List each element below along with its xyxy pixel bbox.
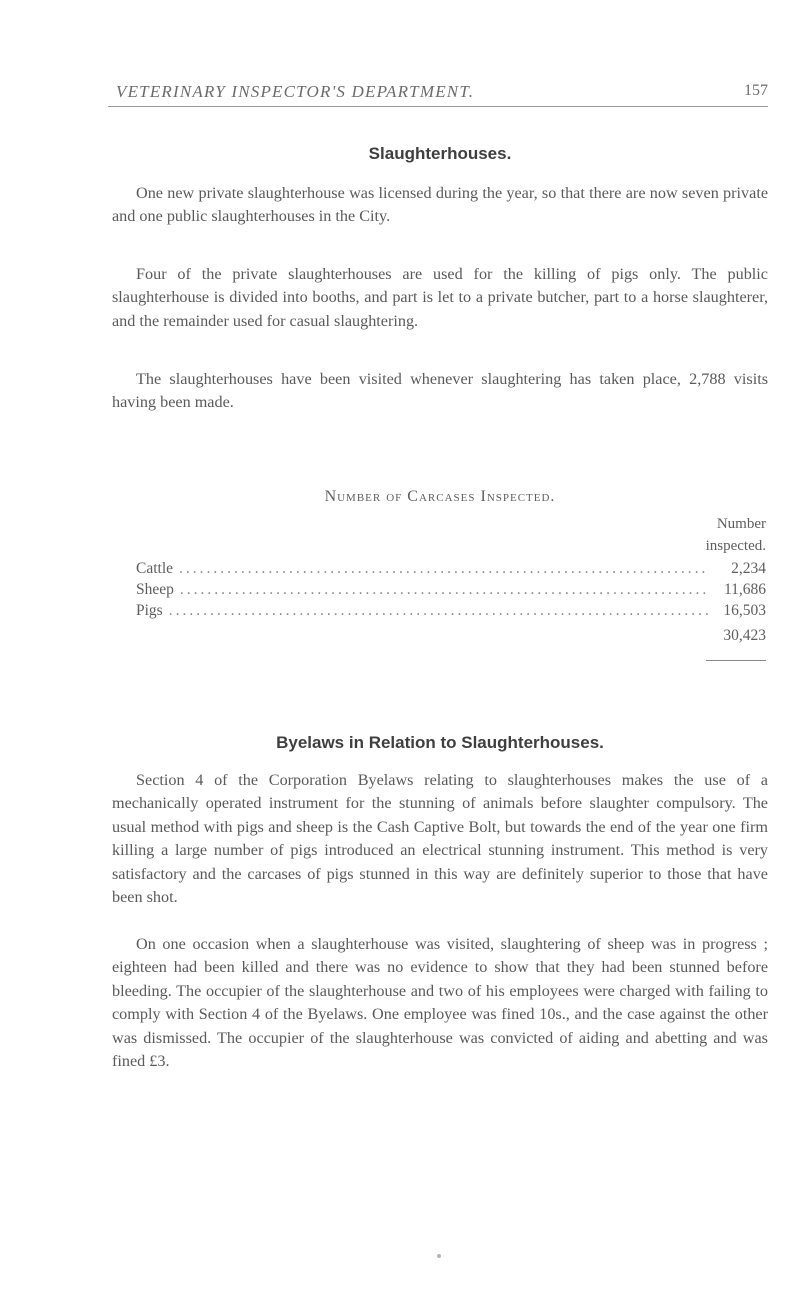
table-row — [136, 560, 766, 582]
paragraph-visits: The slaughterhouses have been visited whenever slaughtering has taken place, 2,788 visits having been made. — [112, 370, 768, 412]
paragraph-licensing: One new private slaughterhouse was licensed during the year, so that there are now seven private and one public slaughterhouses in the City. — [112, 184, 768, 226]
table-title: Number of Carcases Inspected. — [324, 488, 556, 505]
column-header-inspected: inspected. — [705, 538, 766, 554]
total-rule — [706, 660, 766, 661]
table-row — [136, 602, 766, 624]
dot-leader — [180, 581, 708, 599]
row-value: 2,234 — [731, 560, 766, 577]
page-number: 157 — [744, 82, 768, 99]
row-label: Cattle — [136, 560, 174, 577]
table-total: 30,423 — [723, 627, 766, 644]
running-title: VETERINARY INSPECTOR'S DEPARTMENT. — [116, 82, 475, 101]
dot-leader — [179, 560, 708, 578]
dot-leader — [169, 602, 708, 620]
paragraph-section-4: Section 4 of the Corporation Byelaws relating to slaughterhouses makes the use of a mechanically operated instrument for the stunning of animals before slaughter compulsory. The usual method with pigs and sheep is the Cash Captive Bolt, but towards the end of the year one firm killing a large number of pigs introduced an electrical stunning instrument. This method is very satisfactory and the carcases of pigs stunned in this way are definitely superior to those that have been shot. — [112, 771, 768, 907]
row-label: Sheep — [136, 581, 174, 598]
running-head — [108, 82, 768, 107]
section-heading-byelaws: Byelaws in Relation to Slaughterhouses. — [276, 733, 604, 752]
paragraph-prosecution: On one occasion when a slaughterhouse was visited, slaughtering of sheep was in progress ; eighteen had been killed and there was no evidence to show that they had been stunned before bleeding. The occupier of the slaughterhouse and two of his employees were charged with failing to comply with Section 4 of the Byelaws. One employee was fined 10s., and the case against the other was dismissed. The occupier of the slaughterhouse was convicted of aiding and abetting and was fined £3. — [112, 935, 768, 1071]
row-value: 16,503 — [723, 602, 766, 619]
row-label: Pigs — [136, 602, 163, 619]
table-row — [136, 581, 766, 603]
column-header-number: Number — [716, 516, 766, 532]
page-mark — [437, 1254, 441, 1258]
paragraph-usage: Four of the private slaughterhouses are used for the killing of pigs only. The public slaughterhouse is divided into booths, and part is let to a private butcher, part to a horse slaughterer, and the remainder used for casual slaughtering. — [112, 265, 768, 330]
section-heading-slaughterhouses: Slaughterhouses. — [368, 144, 512, 163]
row-value: 11,686 — [723, 581, 766, 598]
